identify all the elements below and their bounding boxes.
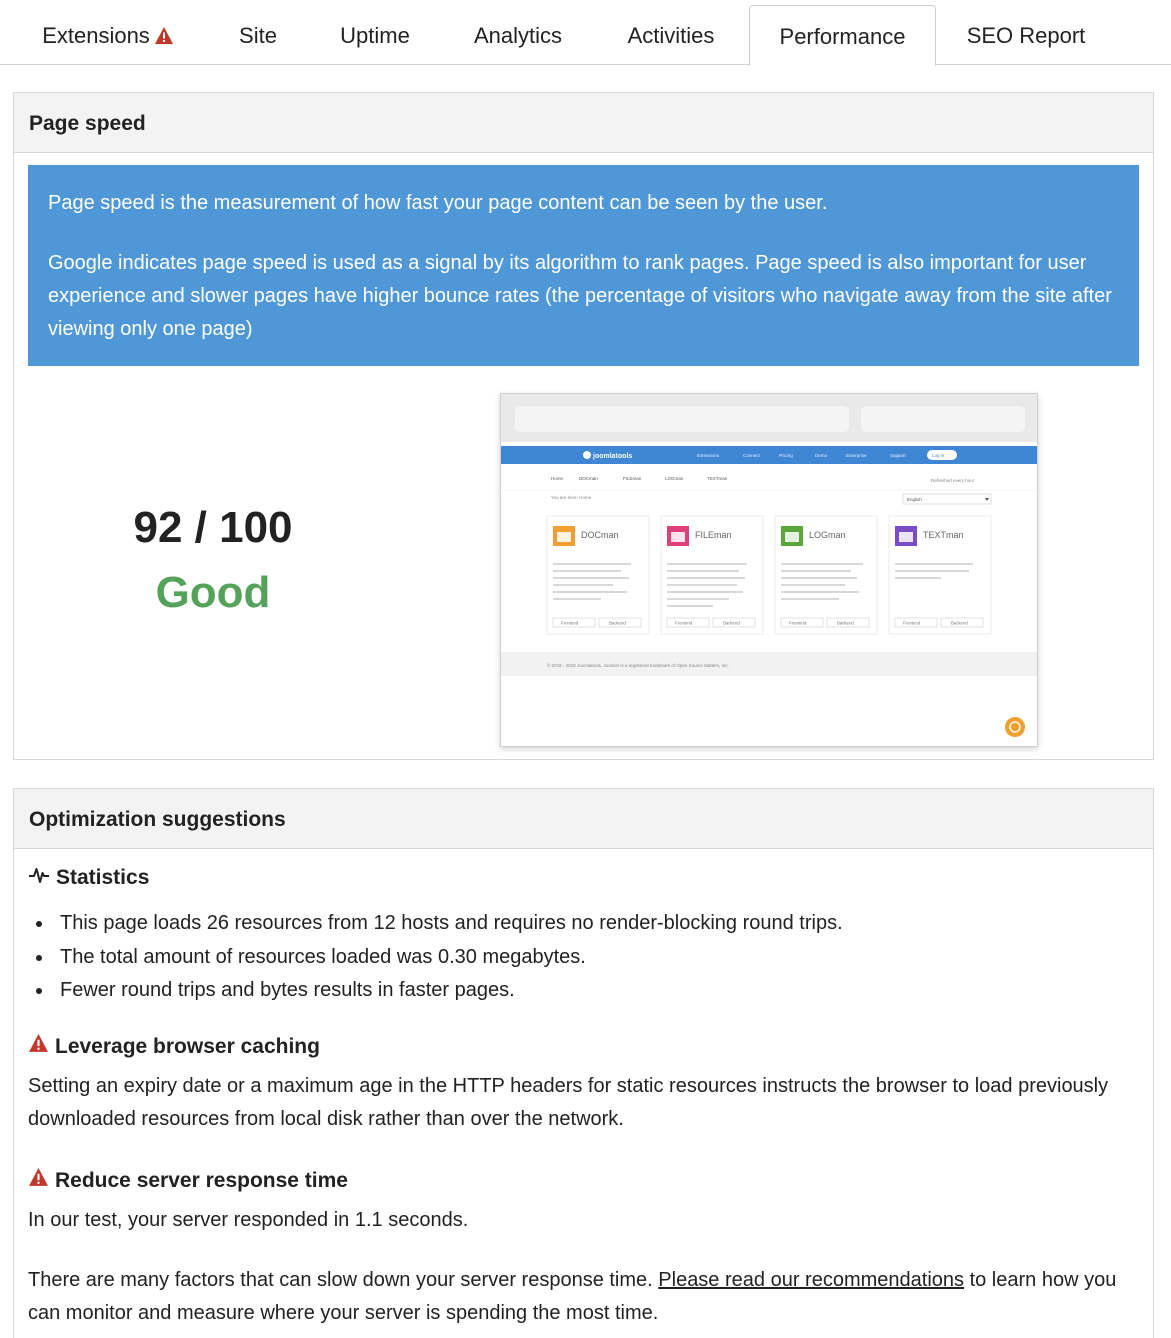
site-nav-item: Demo: [815, 453, 828, 458]
page-screenshot: [500, 393, 1038, 747]
language-value: English: [907, 497, 922, 502]
backend-label: Backend: [837, 620, 854, 626]
site-nav-item: Support: [890, 453, 906, 458]
tab-site[interactable]: [222, 5, 294, 65]
card-title: FILEman: [695, 530, 732, 540]
warning-icon: [28, 1033, 55, 1060]
you-are-here: You are here: Home: [551, 495, 592, 500]
score-label: Good: [155, 568, 271, 617]
frontend-label: Frontend: [903, 620, 921, 626]
product-card: [547, 516, 649, 634]
tab-label: Performance: [779, 24, 906, 49]
tab-label: Site: [239, 23, 277, 48]
breadcrumb-item: Home: [551, 476, 564, 481]
frontend-label: Frontend: [675, 620, 693, 626]
section-title: Leverage browser caching: [55, 1034, 320, 1058]
tab-label: Activities: [627, 23, 715, 48]
warning-icon: [28, 1167, 55, 1194]
refreshed-note: Refreshed every hour: [931, 478, 975, 483]
warning-icon: [154, 8, 174, 70]
tab-analytics[interactable]: [456, 5, 580, 65]
breadcrumb-item: LOGman: [665, 476, 684, 481]
pulse-icon: [28, 865, 56, 891]
panel-title: Page speed: [14, 93, 1153, 153]
server-advice-text: [28, 1264, 1128, 1330]
advice-text: There are many factors that can slow down your server response time.: [28, 1269, 659, 1291]
statistics-heading: [28, 865, 149, 891]
tab-activities[interactable]: [608, 5, 734, 65]
optimization-panel: [13, 788, 1154, 1338]
breadcrumb-item: FILEman: [623, 476, 642, 481]
list-item: This page loads 26 resources from 12 hosts and requires no render-blocking round trips.: [28, 907, 843, 941]
product-card: [775, 516, 877, 634]
info-paragraph: Page speed is the measurement of how fast your page content can be seen by the user.: [48, 192, 828, 214]
server-response-text: In our test, your server responded in 1.1 seconds.: [28, 1209, 469, 1231]
frontend-label: Frontend: [789, 620, 807, 626]
card-title: DOCman: [581, 530, 619, 540]
card-title: LOGman: [809, 530, 846, 540]
site-nav-item: Connect: [743, 453, 760, 458]
breadcrumb-item: DOCman: [579, 476, 598, 481]
caching-heading: [28, 1033, 320, 1060]
product-card: [661, 516, 763, 634]
score-value: 92 / 100: [133, 503, 293, 552]
info-box: [28, 165, 1139, 366]
logo-icon: [583, 451, 591, 459]
site-logo: joomlatools: [593, 453, 633, 460]
search-bar: [861, 406, 1025, 432]
server-heading: [28, 1167, 348, 1194]
frontend-label: Frontend: [561, 620, 579, 626]
site-header: [501, 446, 1038, 464]
login-label: Log in: [932, 453, 945, 458]
section-title: Statistics: [56, 866, 150, 889]
tab-label: Analytics: [473, 23, 563, 48]
tab-performance[interactable]: [749, 5, 936, 66]
caching-text: Setting an expiry date or a maximum age in the HTTP headers for static resources instructs the browser to load previously downloaded resources from local disk rather than over the network.: [28, 1075, 1109, 1130]
tab-label: Uptime: [340, 23, 410, 48]
page-speed-panel: [13, 92, 1154, 760]
list-item: Fewer round trips and bytes results in faster pages.: [28, 974, 843, 1008]
site-nav-item: Extensions: [697, 453, 720, 458]
product-card: [889, 516, 991, 634]
address-bar: [515, 406, 849, 432]
statistics-list: [28, 907, 843, 1008]
site-nav-item: Pricing: [779, 453, 793, 458]
backend-label: Backend: [723, 620, 740, 626]
advice-text: to learn how you can monitor and measure where your server is spending the most time.: [28, 1269, 1117, 1324]
recommendations-link[interactable]: Please read our recommendations: [658, 1269, 965, 1291]
chat-icon: [1005, 717, 1025, 737]
list-item: The total amount of resources loaded was 0.30 megabytes.: [28, 941, 843, 975]
panel-title: Optimization suggestions: [14, 789, 1153, 849]
backend-label: Backend: [609, 620, 626, 626]
tab-seo-report[interactable]: [950, 5, 1102, 65]
info-paragraph: Google indicates page speed is used as a signal by its algorithm to rank pages. Page speed is also important for user experience and slower pages have higher bounce rates (the percentage of visitors who navigate away from the site after viewing only one page): [48, 252, 1112, 340]
breadcrumb-item: TEXTman: [707, 476, 728, 481]
tab-label: SEO Report: [966, 23, 1086, 48]
backend-label: Backend: [951, 620, 968, 626]
footer-text: © 2016 - 2018 Joomlatools. Joomla! is a registered trademark of Open Source Matters, Inc.: [547, 663, 729, 668]
tab-uptime[interactable]: [322, 5, 428, 65]
tab-label: Extensions: [42, 23, 150, 48]
site-nav-item: Enterprise: [846, 453, 867, 458]
card-title: TEXTman: [923, 530, 964, 540]
section-title: Reduce server response time: [55, 1168, 348, 1192]
tab-bar: [0, 0, 1171, 65]
tab-extensions[interactable]: [28, 5, 188, 65]
